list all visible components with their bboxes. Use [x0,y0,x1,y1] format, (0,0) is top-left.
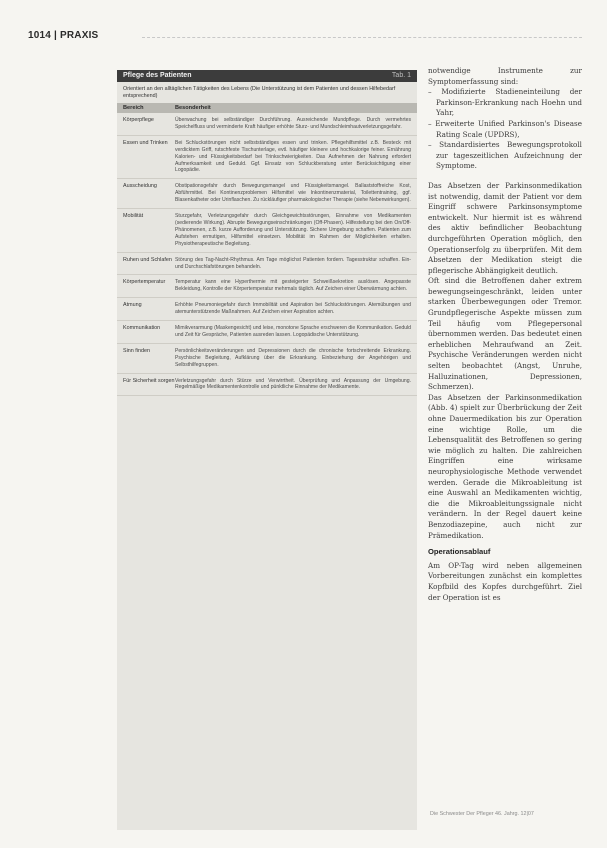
list-item: – Standardisiertes Bewegungsprotokoll zur tageszeitlichen Aufzeichnung der Symptome. [428,140,582,172]
row-area: Körperpflege [123,117,154,123]
list-item: – Modifizierte Stadieneinteilung der Parkinson-Erkrankung nach Hoehn und Yahr, [428,87,582,119]
table-intro: Orientiert an den alltäglichen Tätigkeiten des Lebens (Die Unterstützung ist dem Patienten und dessen Hilfebedarf entsprechend) [123,86,396,99]
table-row [117,275,417,298]
table-title-bar [117,70,417,82]
paragraph: Das Absetzen der Parkinsonmedikation (Abb. 4) spielt zur Überbrückung der Zeit ohne Dauermedikation bis zur Operation eine wichtige Rolle, um die Lebensqualität des Betroffenen so gering wie möglich zu halten. Die zahlreichen Eingriffen eine wirksame neurophysiologische Methode verwendet werden. Gerade die Mikroableitung ist eine Auswahl an Medikamenten wichtig, die die Mikroableitungssignale nicht verändern. In der Regel dauert keine Benzodiazepine, auch nicht zur Prämedikation. [428,392,582,540]
page-header: 1014 | PRAXIS [28,30,99,41]
column-area: Bereich [123,105,144,111]
row-area: Mobilität [123,213,144,220]
header-rule [142,37,582,38]
table-row [117,374,417,397]
table-row [117,179,417,209]
table-row [117,136,417,180]
row-description: Persönlichkeitsveränderungen und Depressionen durch die chronische fortschreitende Erkrankung. Psychische Begleitung, Aufklärung über die Erkrankung. Einbeziehung der Angehörigen und Selbsthilfegruppen. [175,347,411,368]
row-area: Sinn finden [123,347,150,354]
table-row [117,253,417,276]
table-number: Tab. 1 [391,72,411,79]
page-footer: Die Schwester Der Pfleger 46. Jahrg. 12|07 [430,811,534,817]
row-area: Ruhen und Schlafen [123,256,172,263]
care-table [117,70,417,830]
row-area: Essen und Trinken [123,139,168,146]
instrument-list [428,87,582,172]
row-description: Störung des Tag-Nacht-Rhythmus. Am Tage möglichst Patienten fordern. Tagesstruktur schaffen. Ein- und Durchschlafstörungen behandeln. [175,256,411,270]
row-description: Obstipationsgefahr durch Bewegungsmangel und Flüssigkeitsmangel. Ballaststoffreiche Kost, Abführmittel. Bei Kontinenzproblemen Hilfsmittel wie Inkontinenzmaterial, Toilettentraining, ggf. Blasenkatheter oder Urinflaschen. Zu rückläufiger pharmakologischer Therapie (siehe Nebenwirkungen). [175,183,411,204]
row-description: Überwachung bei selbständiger Durchführung. Ausreichende Mundpflege. Durch vermehrtes Speichelfluss und verminderte Kraft häufiger erhöhte Sturz- und Mundschleimhautverletzungsgefahr. [175,117,411,130]
paragraph: Das Absetzen der Parkinsonmedikation ist notwendig, damit der Patient vor dem Eingriff schwere Parkinsonsymptome entwickelt. Nur hiermit ist es während des aktiv befindlicher Beobachtung durchgeführten Operation möglich, den Operationserfolg zu überprüfen. Mit dem Absetzen der Medikation steigt die pflegerische Abhängigkeit deutlich. [428,180,582,275]
table-row [117,209,417,253]
table-row [117,298,417,321]
row-area: Für Sicherheit sorgen [123,377,175,384]
row-area: Ausscheidung [123,183,157,190]
right-text-column [428,66,582,603]
paragraph: Oft sind die Betroffenen daher extrem bewegungseingeschränkt, leiden unter starken Überbewegungen oder Tremor. Grundpflegerische Aspekte müssen zum Teil häufig vom Pflegepersonal übernommen werden. Das bedeutet einen erheblichen Mehraufwand an Zeit. Psychische Veränderungen werden nicht selten beobachtet (Angst, Unruhe, Halluzinationen, Depressionen, Schmerzen). [428,276,582,392]
row-description: Sturzgefahr, Verletzungsgefahr durch Gleichgewichtsstörungen, Einnahme von Medikamenten (sedierende Wirkung). Abrupte Bewegungseinschränkungen (Off-Phasen). Hilfestellung bei den On/Off-Phänomenen, z.B. kurze Aufforderung und Unterstützung. Sichere Umgebung schaffen. Patienten zum Aufstehen ermutigen, Hilfsmittel einsetzen. Mobilität im Rahmen der Möglichkeiten erhalten. Physiotherapeutische Begleitung. [175,213,411,247]
table-body [117,113,417,396]
table-column-header [117,103,417,113]
row-area: Atmung [123,302,142,309]
section-heading: Operationsablauf [428,547,491,557]
list-item: – Erweiterte Unified Parkinson's Disease Rating Scale (UPDRS), [428,119,582,140]
row-description: Bei Schluckstörungen nicht selbstständiges essen und trinken. Pflegehilfsmittel z.B. Besteck mit verdicktem Griff, rutschfeste Tischunterlage, evtl. häufiger kleinere und hochkalorige feiner. Ernährung Kalorien- und Flüssigkeitsbedarf bei Trinkschwierigkeiten. Das Aufnehmen der Nahrung erfordert Aufmerksamkeit und Geduld. Ggf. Einsatz von Schluckberatung unter Berücksichtigung einer Logopädie. [175,139,411,174]
paragraph: notwendige Instrumente zur Symptomerfassung sind: [428,66,582,86]
table-title: Pflege des Patienten [123,72,192,79]
row-area: Kommunikation [123,325,161,332]
paragraph: Am OP-Tag wird neben allgemeinen Vorbereitungen zunächst ein komplettes Kopfbild des Kopfes durchgeführt. Ziel der Operation ist es [428,560,582,602]
row-description: Erhöhte Pneumoniegefahr durch Immobilität und Aspiration bei Schluckstörungen. Atemübungen und atemunterstützende Maßnahmen. Auf Zeichen einer Aspiration achten. [175,302,411,316]
row-description: Temperatur kann eine Hyperthermie mit gesteigerter Schweißsekretion auslösen. Angepasste Bekleidung, Kontrolle der Körpertemperatur mehrmals täglich. Auf Zeichen einer Überwärmung achten. [175,279,411,293]
table-row [117,344,417,374]
row-description: Mimikverarmung (Maskengesicht) und leise, monotone Sprache erschweren die Kommunikation. Geduld und Zeit für Gespräche, Patienten ausreden lassen. Logopädische Unterstützung. [175,325,411,338]
row-description: Verletzungsgefahr durch Stürze und Verwirrtheit. Überprüfung und Anpassung der Umgebung. Regelmäßige Medikamentenkontrolle und pünktliche Einnahme der Medikamente. [175,377,411,391]
column-description: Besonderheit [175,105,211,111]
row-area: Körpertemperatur [123,279,166,286]
table-row [117,113,417,136]
table-row [117,321,417,344]
